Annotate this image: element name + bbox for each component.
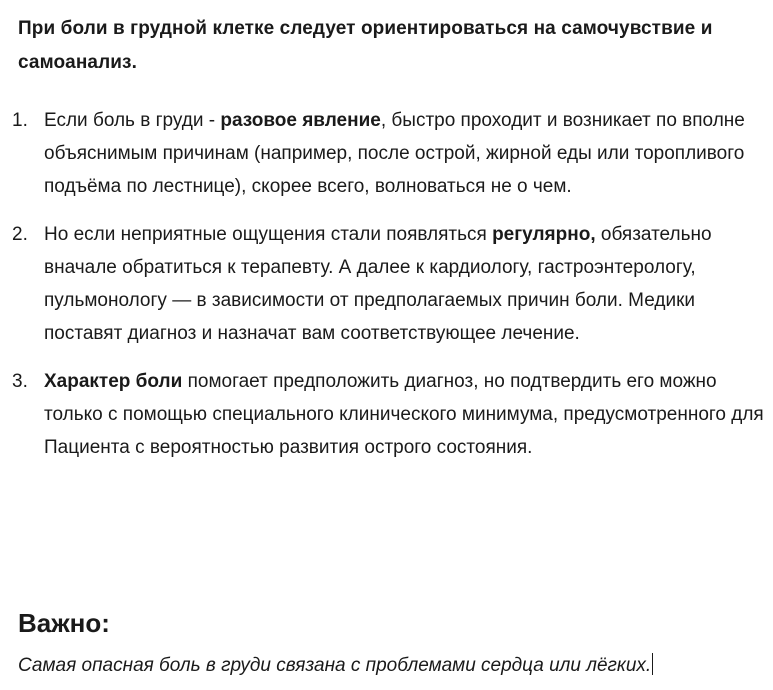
important-note[interactable] <box>18 650 653 682</box>
list-item <box>12 365 764 464</box>
list-item-text: помогает предположить диагноз, но подтвердить его можно только с помощью специального клинического минимума, предусмотренного для Пациента с вероятностью развития острого состояния. <box>44 371 764 458</box>
list-item-emphasis: разовое явление <box>220 110 381 131</box>
text-cursor <box>652 653 653 675</box>
list-item-number: 1. <box>12 110 28 131</box>
list-item-text: Но если неприятные ощущения стали появляться <box>44 224 493 245</box>
important-note-text: Самая опасная боль в груди связана с проблемами сердца или лёгких. <box>18 655 652 676</box>
list-item-number: 2. <box>12 224 28 245</box>
list-item-emphasis: регулярно, <box>492 224 596 245</box>
list-item-number: 3. <box>12 371 28 392</box>
important-heading: Важно: <box>18 608 110 638</box>
list-item-text: , быстро проходит и возникает по вполне объяснимым причинам (например, после острой, жирной еды или торопливого подъёма по лестнице), скорее всего, волноваться не о чем. <box>44 110 745 197</box>
list-item-text: обязательно вначале обратиться к терапевту. А далее к кардиологу, гастроэнтерологу, пульмонологу — в зависимости от предполагаемых причин боли. Медики поставят диагноз и назначат вам соответствующее лечение. <box>44 224 712 344</box>
advice-list <box>12 104 764 479</box>
intro-paragraph: При боли в грудной клетке следует ориентироваться на самочувствие и самоанализ. <box>18 18 713 73</box>
list-item-emphasis: Характер боли <box>44 371 183 392</box>
list-item <box>12 218 764 350</box>
list-item-text: Если боль в груди - <box>44 110 221 131</box>
list-item <box>12 104 764 203</box>
